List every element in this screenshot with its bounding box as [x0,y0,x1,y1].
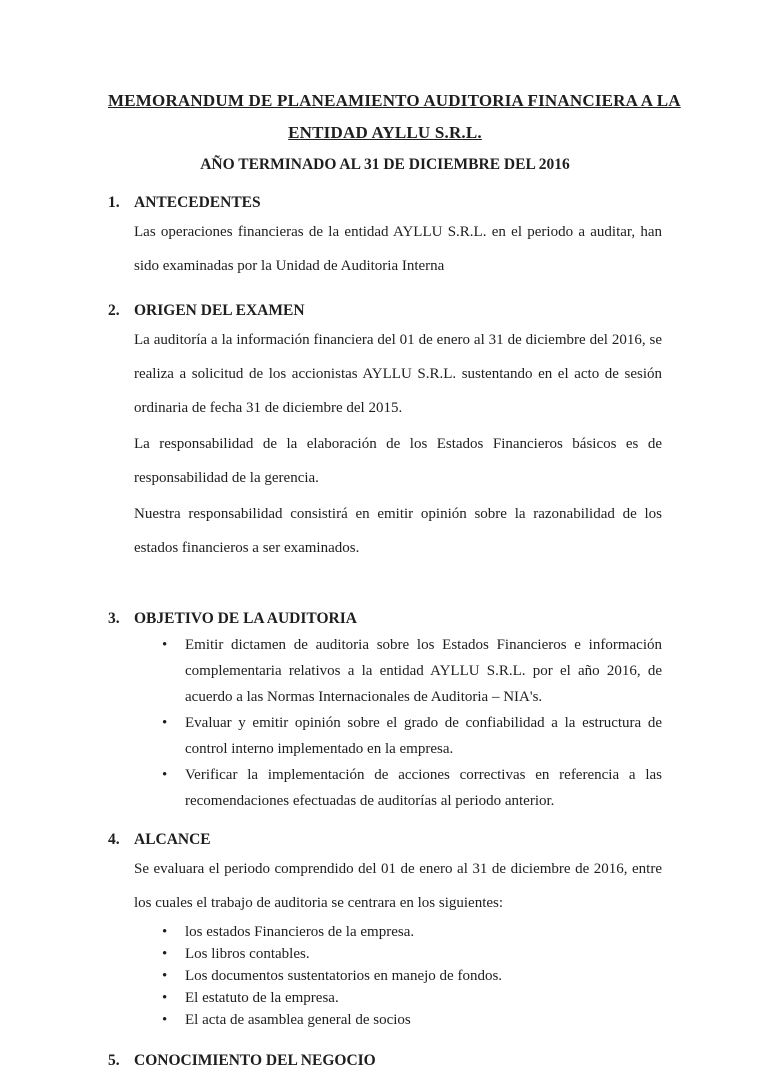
section-5 [108,1049,662,1073]
paragraph: La auditoría a la información financiera del 01 de enero al 31 de diciembre del 2016, se realiza a solicitud de los accionistas AYLLU S.R.L. sustentando en el acto de sesión ordinaria de fecha 31 de diciembre del 2015. [134,332,662,416]
section-body [134,852,662,1031]
bullet-item [134,921,662,943]
bullet-item [134,762,662,814]
bullet-item [134,710,662,762]
section-heading: ORIGEN DEL EXAMEN [134,302,305,319]
section-body [134,215,662,283]
bullet-item [134,943,662,965]
section-4 [108,828,662,1031]
document-title-line-1-text: MEMORANDUM DE PLANEAMIENTO AUDITORIA FINANCIERA A LA [108,91,681,110]
section-heading-row [108,607,662,631]
document-title-line-1 [108,85,681,117]
section-heading-row [108,191,662,215]
paragraph: Las operaciones financieras de la entidad AYLLU S.R.L. en el periodo a auditar, han sido examinadas por la Unidad de Auditoria Interna [134,224,662,274]
bullet-icon: • [162,637,168,653]
bullet-icon: • [162,767,168,783]
document-sections [108,191,662,1073]
bullet-list [134,921,662,1031]
bullet-text: Emitir dictamen de auditoria sobre los Estados Financieros e información complementaria relativos a la entidad AYLLU S.R.L. por el año 2016, de acuerdo a las Normas Internacionales de Auditoria – NIA's. [185,637,662,705]
document-title-line-2-text: ENTIDAD AYLLU S.R.L. [288,123,482,142]
section-heading-row [108,1049,662,1073]
section-heading: ALCANCE [134,831,211,848]
section-number: 1. [108,194,120,211]
section-body [134,632,662,814]
bullet-icon: • [162,924,168,940]
bullet-text: El estatuto de la empresa. [185,990,339,1006]
bullet-icon: • [162,968,168,984]
document-title-line-2 [108,117,662,149]
paragraph: Se evaluara el periodo comprendido del 01 de enero al 31 de diciembre de 2016, entre los cuales el trabajo de auditoria se centrara en los siguientes: [134,861,662,911]
bullet-text: El acta de asamblea general de socios [185,1012,411,1028]
bullet-text: Los documentos sustentatorios en manejo de fondos. [185,968,503,984]
section-number: 3. [108,610,120,627]
document-subtitle-text: AÑO TERMINADO AL 31 DE DICIEMBRE DEL 2016 [200,156,570,173]
bullet-text: Los libros contables. [185,946,310,962]
bullet-icon: • [162,990,168,1006]
section-heading-row [108,828,662,852]
section-body [134,323,662,565]
paragraph: La responsabilidad de la elaboración de los Estados Financieros básicos es de responsabilidad de la gerencia. [134,436,662,486]
bullet-item [134,632,662,710]
bullet-text: Evaluar y emitir opinión sobre el grado de confiabilidad a la estructura de control interno implementado en la empresa. [185,715,662,757]
bullet-item [134,965,662,987]
section-3 [108,607,662,814]
bullet-text: Verificar la implementación de acciones correctivas en referencia a las recomendaciones efectuadas de auditorías al periodo anterior. [185,767,662,809]
bullet-list [134,632,662,814]
bullet-item [134,1009,662,1031]
document-subtitle [108,149,662,181]
section-number: 5. [108,1052,120,1069]
bullet-icon: • [162,946,168,962]
section-number: 2. [108,302,120,319]
bullet-icon: • [162,1012,168,1028]
bullet-item [134,987,662,1009]
paragraph: Nuestra responsabilidad consistirá en emitir opinión sobre la razonabilidad de los estados financieros a ser examinados. [134,506,662,556]
section-number: 4. [108,831,120,848]
section-heading: OBJETIVO DE LA AUDITORIA [134,610,357,627]
section-2 [108,299,662,565]
section-1 [108,191,662,283]
section-heading-row [108,299,662,323]
bullet-icon: • [162,715,168,731]
section-heading: CONOCIMIENTO DEL NEGOCIO [134,1052,376,1069]
bullet-text: los estados Financieros de la empresa. [185,924,415,940]
section-heading: ANTECEDENTES [134,194,261,211]
